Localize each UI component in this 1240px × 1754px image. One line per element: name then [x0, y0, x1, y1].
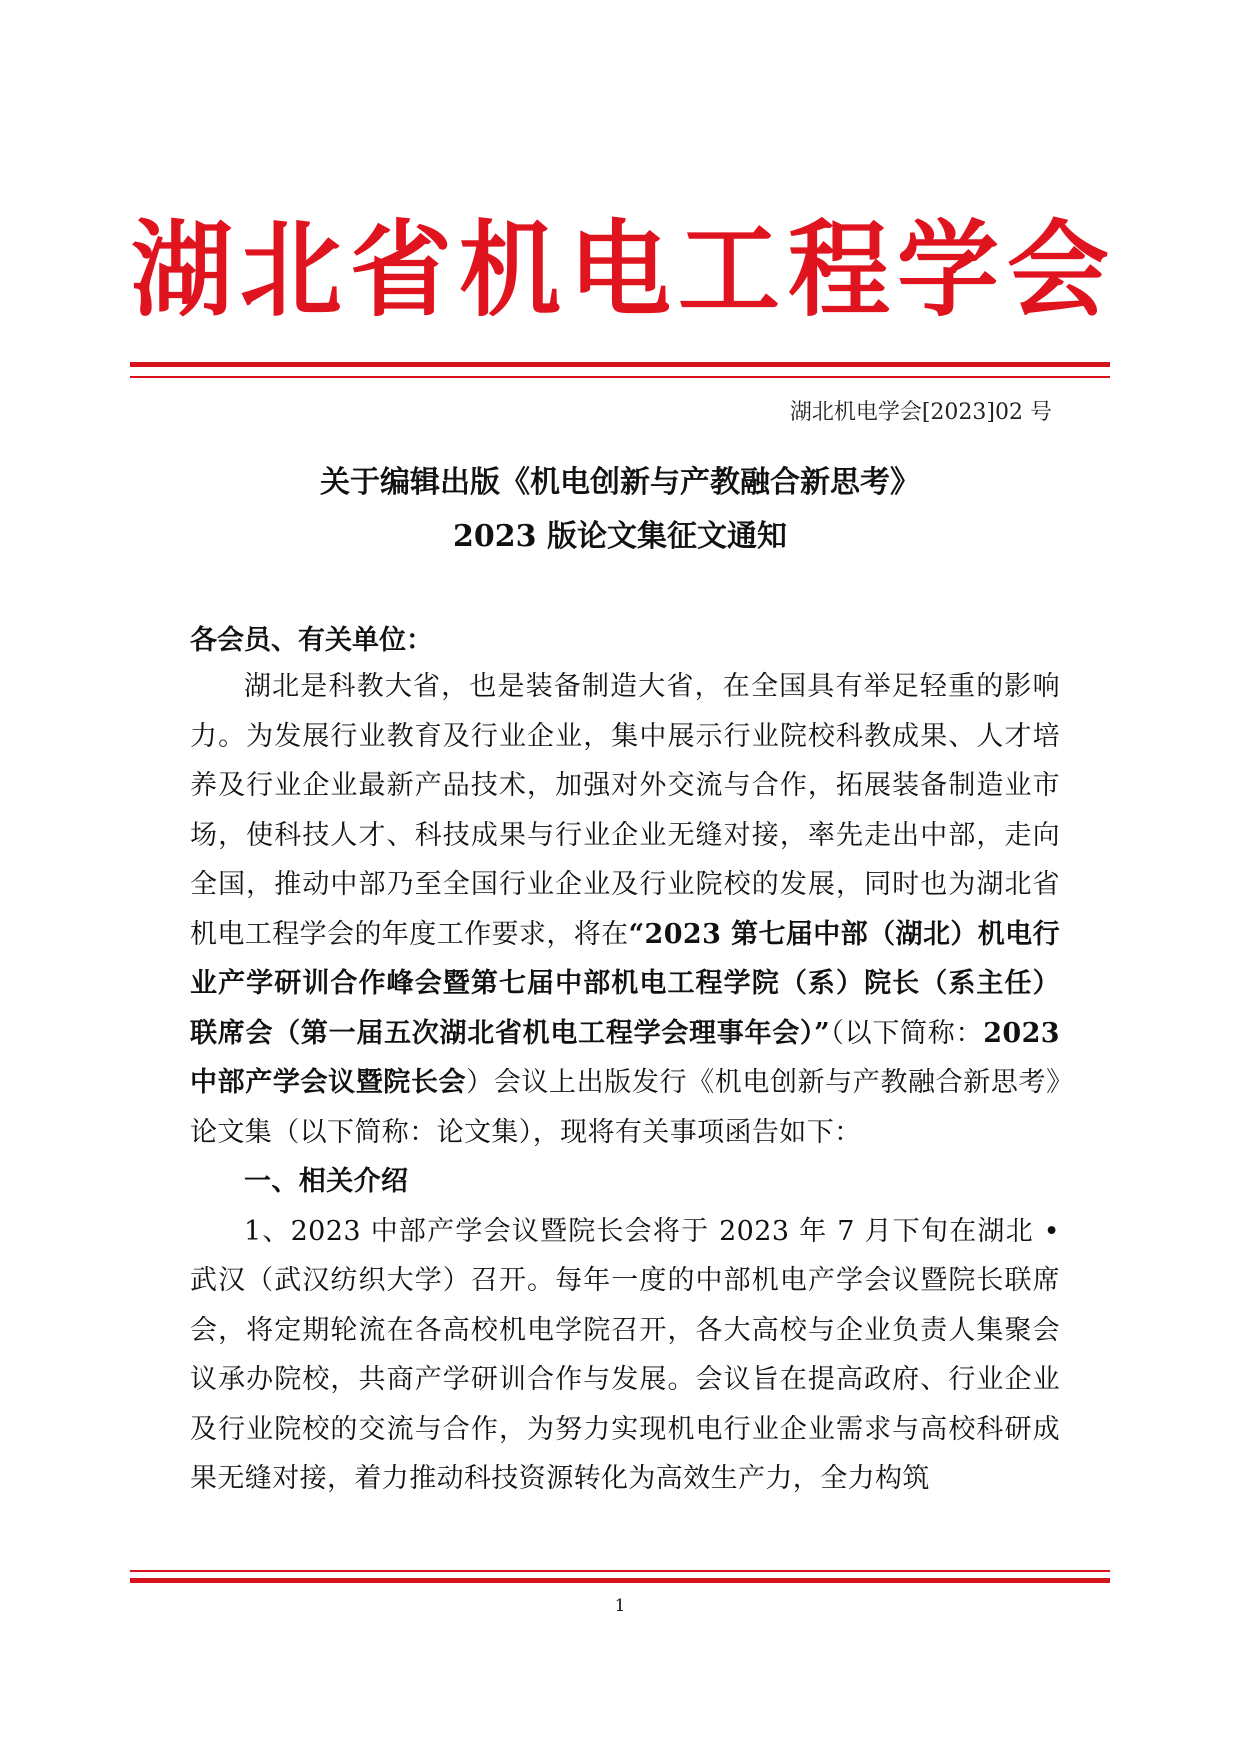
masthead-char: 湖: [131, 209, 233, 331]
masthead-char: 会: [1006, 209, 1109, 331]
salutation: 各会员、有关单位：: [190, 625, 433, 656]
masthead-title: [130, 205, 1110, 335]
document-number: 湖北机电学会[2023]02 号: [789, 400, 1052, 425]
paragraph-intro: [190, 662, 1060, 1157]
event-name-bold: “2023 第七届中部（湖北）机电行业产学研训合作峰会暨第七届中部机电工程学院（系）院长（系主任）联席会（第一届五次湖北省机电工程学会理事年会）”: [190, 918, 1060, 1049]
intro-text-end: ）会议上出版发行《机电创新与产教融合新思考》论文集（以下简称：论文集），现将有关事项函告如下：: [190, 1067, 1061, 1148]
intro-text-cont: （以下简称：: [830, 1017, 984, 1049]
masthead-char: 北: [240, 209, 343, 331]
masthead-char: 省: [350, 209, 452, 331]
masthead-char: 学: [897, 209, 1000, 331]
page-number: 1: [614, 1596, 626, 1616]
masthead-char: 程: [787, 209, 890, 331]
paragraph-1-1: 1、2023 中部产学会议暨院长会将于 2023 年 7 月下旬在湖北 •武汉（武汉纺织大学）召开。每年一度的中部机电产学会议暨院长联席会，将定期轮流在各高校机电学院召开，各大高校与企业负责人集聚会议承办院校，共商产学研训合作与发展。会议旨在提高政府、行业企业及行业院校的交流与合作，为努力实现机电行业企业需求与高校科研成果无缝对接，着力推动科技资源转化为高效生产力，全力构筑: [190, 1215, 1060, 1494]
masthead-char: 机: [459, 209, 562, 331]
notice-title-line1: 关于编辑出版《机电创新与产教融合新思考》: [320, 465, 920, 500]
header-rule-thick: [130, 362, 1110, 367]
masthead-char: 电: [568, 209, 671, 331]
section-heading-1: 一、相关介绍: [244, 1166, 409, 1197]
notice-title-line2: 2023 版论文集征文通知: [453, 519, 787, 554]
masthead-char: 工: [678, 209, 781, 331]
footer-rule-thick: [130, 1578, 1110, 1583]
event-abbrev-bold: 2023 中部产学会议暨院长会: [190, 1017, 1060, 1098]
intro-text: 湖北是科教大省，也是装备制造大省，在全国具有举足轻重的影响力。为发展行业教育及行业企业，集中展示行业院校科教成果、人才培养及行业企业最新产品技术，加强对外交流与合作，拓展装备制造业市场，使科技人才、科技成果与行业企业无缝对接，率先走出中部，走向全国，推动中部乃至全国行业企业及行业院校的发展，同时也为湖北省机电工程学会的年度工作要求，将在: [190, 671, 1060, 950]
footer-rule-thin: [130, 1570, 1110, 1572]
header-rule-thin: [130, 376, 1110, 378]
notice-body: [190, 662, 1060, 1504]
